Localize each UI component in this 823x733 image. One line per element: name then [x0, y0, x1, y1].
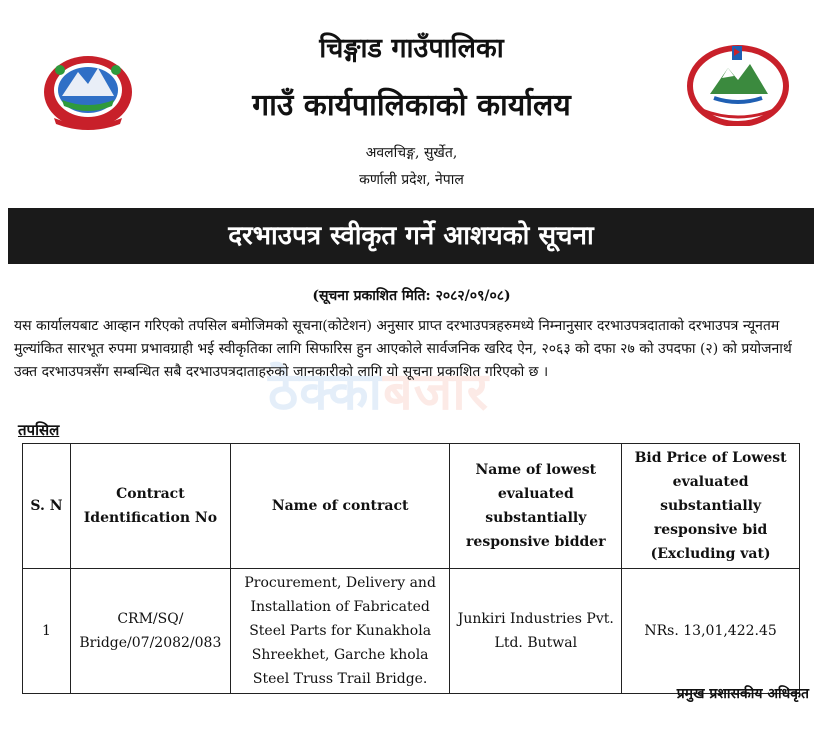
notice-paragraph: यस कार्यालयबाट आव्हान गरिएको तपसिल बमोजिमको सूचना(कोटेशन) अनुसार प्राप्त दरभाउपत्रहरुमध्ये निम्नानुसार दरभाउपत्रदाताको दरभाउपत्र न्यूनतम मुल्यांकित सारभूत रुपमा प्रभावग्राही भई स्वीकृतिका लागि सिफारिस हुन आएकोले सार्वजनिक खरिद ऐन, २०६३ को दफा २७ को उपदफा (२) को प्रयोजनार्थ उक्त दरभाउपत्रसँग सम्बन्धित सबै दरभाउपत्रदाताहरुको जानकारीको लागि यो सूचना प्रकाशित गरिएको छ ।	[14, 318, 792, 380]
table-row	[23, 569, 800, 694]
watermark-part-1: ठेक्का	[268, 362, 383, 422]
cell-sn: 1	[23, 569, 71, 694]
office-name: चिङ्गाड गाउँपालिका	[319, 33, 504, 64]
address-line-2: कर्णाली प्रदेश, नेपाल	[359, 172, 464, 188]
cell-contract-id: CRM/SQ/ Bridge/07/2082/083	[70, 569, 230, 694]
header-sn: S. N	[23, 444, 71, 569]
notice-title-banner: दरभाउपत्र स्वीकृत गर्ने आशयको सूचना	[8, 208, 814, 264]
table-header-row	[23, 444, 800, 569]
address-line-1: अवलचिङ्ग, सुर्खेत,	[365, 145, 458, 161]
header-contract-id: Contract Identification No	[70, 444, 230, 569]
signatory-title: प्रमुख प्रशासकीय अधिकृत	[676, 686, 809, 702]
watermark-part-2: बजार	[382, 362, 489, 422]
cell-bidder: Junkiri Industries Pvt. Ltd. Butwal	[450, 569, 622, 694]
cell-price: NRs. 13,01,422.45	[622, 569, 800, 694]
header-contract-name: Name of contract	[230, 444, 450, 569]
header-price: Bid Price of Lowest evaluated substantially responsive bid (Excluding vat)	[622, 444, 800, 569]
header-bidder: Name of lowest evaluated substantially responsive bidder	[450, 444, 622, 569]
publication-date: (सूचना प्रकाशित मिति: २०८२/०९/०८)	[312, 288, 511, 304]
office-subtitle: गाउँ कार्यपालिकाको कार्यालय	[252, 88, 571, 123]
cell-contract-name: Procurement, Delivery and Installation of Fabricated Steel Parts for Kunakhola Shreekhet, Garche khola Steel Truss Trail Bridge.	[230, 569, 450, 694]
award-table	[22, 443, 800, 694]
section-label: तपसिल	[18, 421, 60, 439]
